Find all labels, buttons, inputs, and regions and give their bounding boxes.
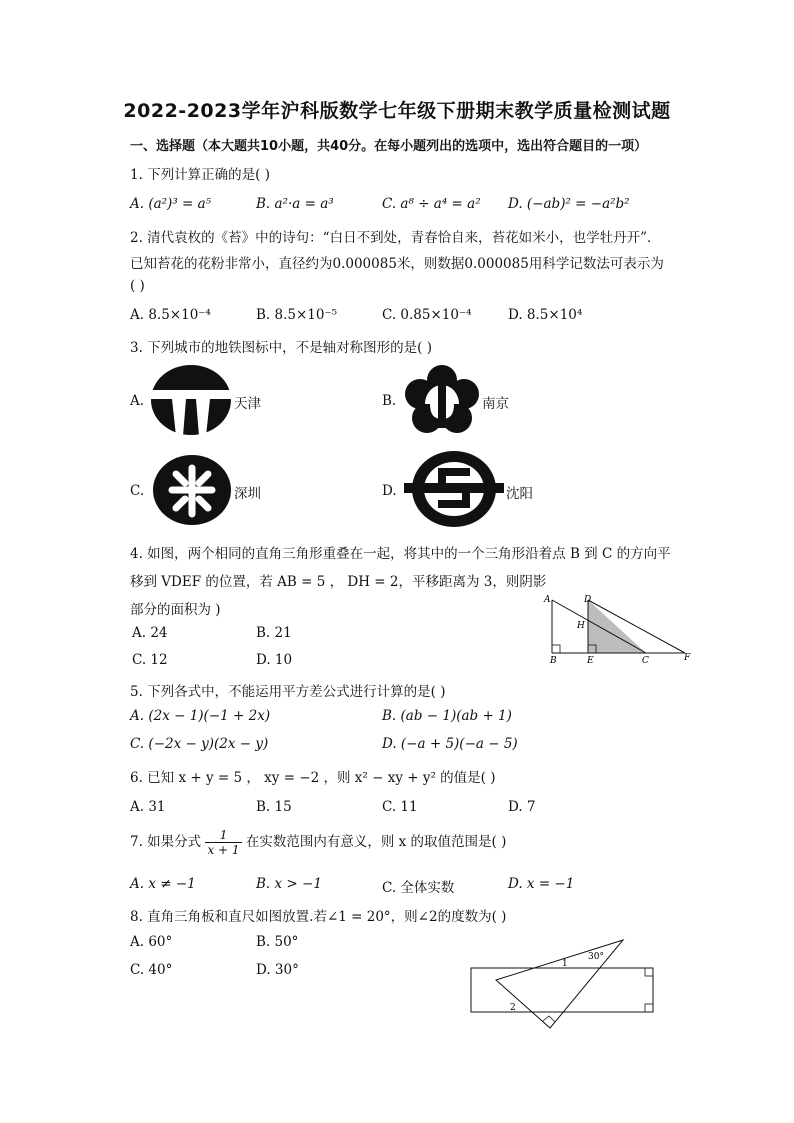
q4-option-d[interactable]: D. 10 — [256, 652, 293, 668]
question-3-stem: 3. 下列城市的地铁图标中，不是轴对称图形的是( ) — [130, 340, 432, 356]
question-4-line2: 移到 VDEF 的位置，若 AB = 5 ， DH = 2，平移距离为 3，则阴影 — [130, 574, 547, 590]
question-5-stem: 5. 下列各式中，不能运用平方差公式进行计算的是( ) — [130, 684, 446, 700]
q1-option-c[interactable]: C. a⁸ ÷ a⁴ = a² — [382, 196, 481, 212]
q7-option-a[interactable]: A. x ≠ −1 — [130, 876, 196, 892]
q6-option-c[interactable]: C. 11 — [382, 799, 418, 815]
fig8-angle-2: 2 — [510, 1003, 516, 1013]
q3-option-a-letter[interactable]: A. — [130, 393, 145, 409]
fig8-angle-30: 30° — [588, 952, 604, 962]
q1-option-d[interactable]: D. (−ab)² = −a²b² — [508, 196, 630, 212]
q7-fraction — [205, 828, 241, 857]
q3-option-b-letter[interactable]: B. — [382, 393, 397, 409]
question-7-stem — [130, 828, 506, 857]
q8-option-a[interactable]: A. 60° — [130, 934, 173, 950]
question-4-line1: 4. 如图，两个相同的直角三角形重叠在一起，将其中的一个三角形沿着点 B 到 C 的方向平 — [130, 546, 671, 562]
q8-option-c[interactable]: C. 40° — [130, 962, 173, 978]
q7-prefix: 7. 如果分式 — [130, 834, 202, 850]
q1-option-a[interactable]: A. (a²)³ = a⁵ — [130, 196, 212, 212]
question-2-line3: ( ) — [130, 278, 145, 294]
q3-city-d: 沈阳 — [506, 486, 533, 502]
fig8-angle-1: 1 — [562, 959, 568, 969]
q3-option-c-letter[interactable]: C. — [130, 483, 145, 499]
question-1-stem: 1. 下列计算正确的是( ) — [130, 167, 270, 183]
q3-city-a: 天津 — [234, 396, 261, 412]
nanjing-metro-logo — [404, 364, 480, 436]
q1-option-b[interactable]: B. a²·a = a³ — [256, 196, 334, 212]
q3-city-c: 深圳 — [234, 486, 261, 502]
q4-option-c[interactable]: C. 12 — [132, 652, 168, 668]
q7-option-d[interactable]: D. x = −1 — [508, 876, 575, 892]
q2-option-c[interactable]: C. 0.85×10⁻⁴ — [382, 307, 472, 323]
q8-option-d[interactable]: D. 30° — [256, 962, 299, 978]
q5-option-c[interactable]: C. (−2x − y)(2x − y) — [130, 736, 269, 752]
q4-option-b[interactable]: B. 21 — [256, 625, 292, 641]
q2-option-b[interactable]: B. 8.5×10⁻⁵ — [256, 307, 337, 323]
q6-option-b[interactable]: B. 15 — [256, 799, 292, 815]
q2-option-a[interactable]: A. 8.5×10⁻⁴ — [130, 307, 211, 323]
q7-fraction-denominator: x + 1 — [207, 843, 240, 857]
q5-option-a[interactable]: A. (2x − 1)(−1 + 2x) — [130, 708, 271, 724]
fig4-label-h: H — [577, 621, 585, 631]
question-6-stem: 6. 已知 x + y = 5 ， xy = −2 ，则 x² − xy + y² 的值是( ) — [130, 770, 496, 786]
q6-option-d[interactable]: D. 7 — [508, 799, 536, 815]
fig4-label-c: C — [642, 656, 649, 666]
fig4-label-d: D — [584, 595, 592, 605]
q5-option-b[interactable]: B. (ab − 1)(ab + 1) — [382, 708, 512, 724]
question-4-line3: 部分的面积为 ) — [130, 602, 221, 618]
q5-option-d[interactable]: D. (−a + 5)(−a − 5) — [382, 736, 518, 752]
q7-fraction-numerator: 1 — [205, 828, 241, 843]
q8-option-b[interactable]: B. 50° — [256, 934, 299, 950]
section-heading: 一、选择题（本大题共10小题，共40分。在每小题列出的选项中，选出符合题目的一项） — [130, 139, 648, 154]
q4-option-a[interactable]: A. 24 — [132, 625, 168, 641]
question-8-stem: 8. 直角三角板和直尺如图放置.若∠1 = 20°，则∠2的度数为( ) — [130, 909, 507, 925]
shenyang-metro-logo — [404, 450, 504, 528]
q7-option-b[interactable]: B. x > −1 — [256, 876, 322, 892]
q3-city-b: 南京 — [482, 396, 509, 412]
fig4-label-f: F — [684, 653, 691, 663]
q7-suffix: 在实数范围内有意义，则 x 的取值范围是( ) — [245, 834, 507, 850]
question-2-line1: 2. 清代袁枚的《苔》中的诗句：“白日不到处，青春恰自来，苔花如米小，也学牡丹开”． — [130, 230, 661, 246]
q8-ruler-triangle-figure — [466, 936, 662, 1032]
q4-triangles-figure — [540, 590, 700, 666]
q6-option-a[interactable]: A. 31 — [130, 799, 166, 815]
shenzhen-metro-logo — [152, 454, 232, 526]
q3-option-d-letter[interactable]: D. — [382, 483, 397, 499]
q2-option-d[interactable]: D. 8.5×10⁴ — [508, 307, 583, 323]
fig4-label-a: A — [544, 595, 551, 605]
tianjin-metro-logo — [150, 364, 232, 436]
question-2-line2: 已知苔花的花粉非常小，直径约为0.000085米，则数据0.000085用科学记数法可表示为 — [130, 256, 664, 272]
q7-option-c[interactable]: C. 全体实数 — [382, 880, 455, 896]
page-title: 2022-2023学年沪科版数学七年级下册期末教学质量检测试题 — [123, 100, 671, 122]
fig4-label-b: B — [550, 656, 557, 666]
fig4-label-e: E — [587, 656, 594, 666]
